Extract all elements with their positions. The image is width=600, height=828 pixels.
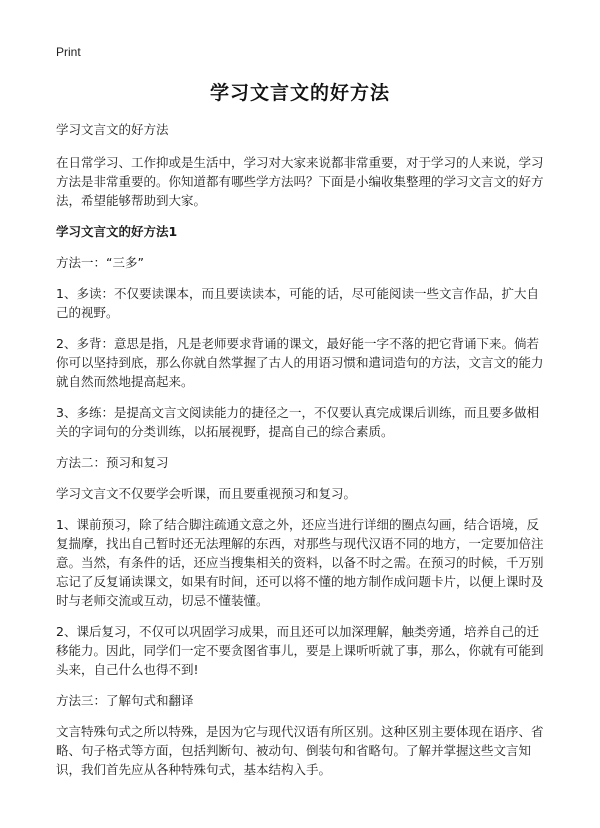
- method1-item3: 3、多练：是提高文言文阅读能力的捷径之一，不仅要认真完成课后训练，而且要多做相关的字词句的分类训练，以拓展视野，提高自己的综合素质。: [56, 405, 539, 439]
- method2-item1: 1、课前预习，除了结合脚注疏通文意之外，还应当进行详细的圈点勾画，结合语境，反复揣摩，找出自己暂时还无法理解的东西，对那些与现代汉语不同的地方，一定要加倍注意。当然，有条件的话，还应当搜集相关的资料，以备不时之需。在预习的时候，千万别忘记了反复诵读课文，如果有时间，还可以将不懂的地方制作成问题卡片，以便上课时及时与老师交流或互动，切忌不懂装懂。: [56, 517, 544, 608]
- document-title: 学习文言文的好方法: [209, 82, 390, 104]
- method1-item1: 1、多读：不仅要读课本，而且要读读本，可能的话，尽可能阅读一些文言作品，扩大自己的视野。: [56, 286, 539, 320]
- method3-body: 文言特殊句式之所以特殊，是因为它与现代汉语有所区别。这种区别主要体现在语序、省略、句子格式等方面，包括判断句、被动句、倒装句和省略句。了解并掌握这些文言知识，我们首先应从各种特殊句式，基本结构入手。: [56, 724, 544, 777]
- method2-item2: 2、课后复习，不仅可以巩固学习成果，而且还可以加深理解，触类旁通，培养自己的迁移能力。因此，同学们一定不要贪图省事儿，要是上课听听就了事，那么，你就有可能到头来，自己什么也得不到!: [56, 624, 544, 677]
- print-link[interactable]: Print: [56, 45, 81, 59]
- document-body: [56, 120, 548, 791]
- method1-item2: 2、多背：意思是指，凡是老师要求背诵的课文，最好能一字不落的把它背诵下来。倘若你可以坚持到底，那么你就自然掌握了古人的用语习惯和遣词造句的方法，文言文的能力就自然而然地提高起来。: [56, 336, 544, 389]
- section-heading: 学习文言文的好方法1: [56, 224, 178, 239]
- method2-intro: 学习文言文不仅要学会听课，而且要重视预习和复习。: [56, 486, 357, 501]
- document-subtitle: 学习文言文的好方法: [56, 122, 169, 137]
- method3-title: 方法三：了解句式和翻译: [56, 693, 194, 708]
- intro-paragraph: 在日常学习、工作抑或是生活中，学习对大家来说都非常重要，对于学习的人来说，学习方法是非常重要的。你知道都有哪些学方法吗？下面是小编收集整理的学习文言文的好方法，希望能够帮助到大家。: [56, 155, 544, 208]
- method1-title: 方法一：“三多”: [56, 255, 144, 270]
- method2-title: 方法二：预习和复习: [56, 455, 169, 470]
